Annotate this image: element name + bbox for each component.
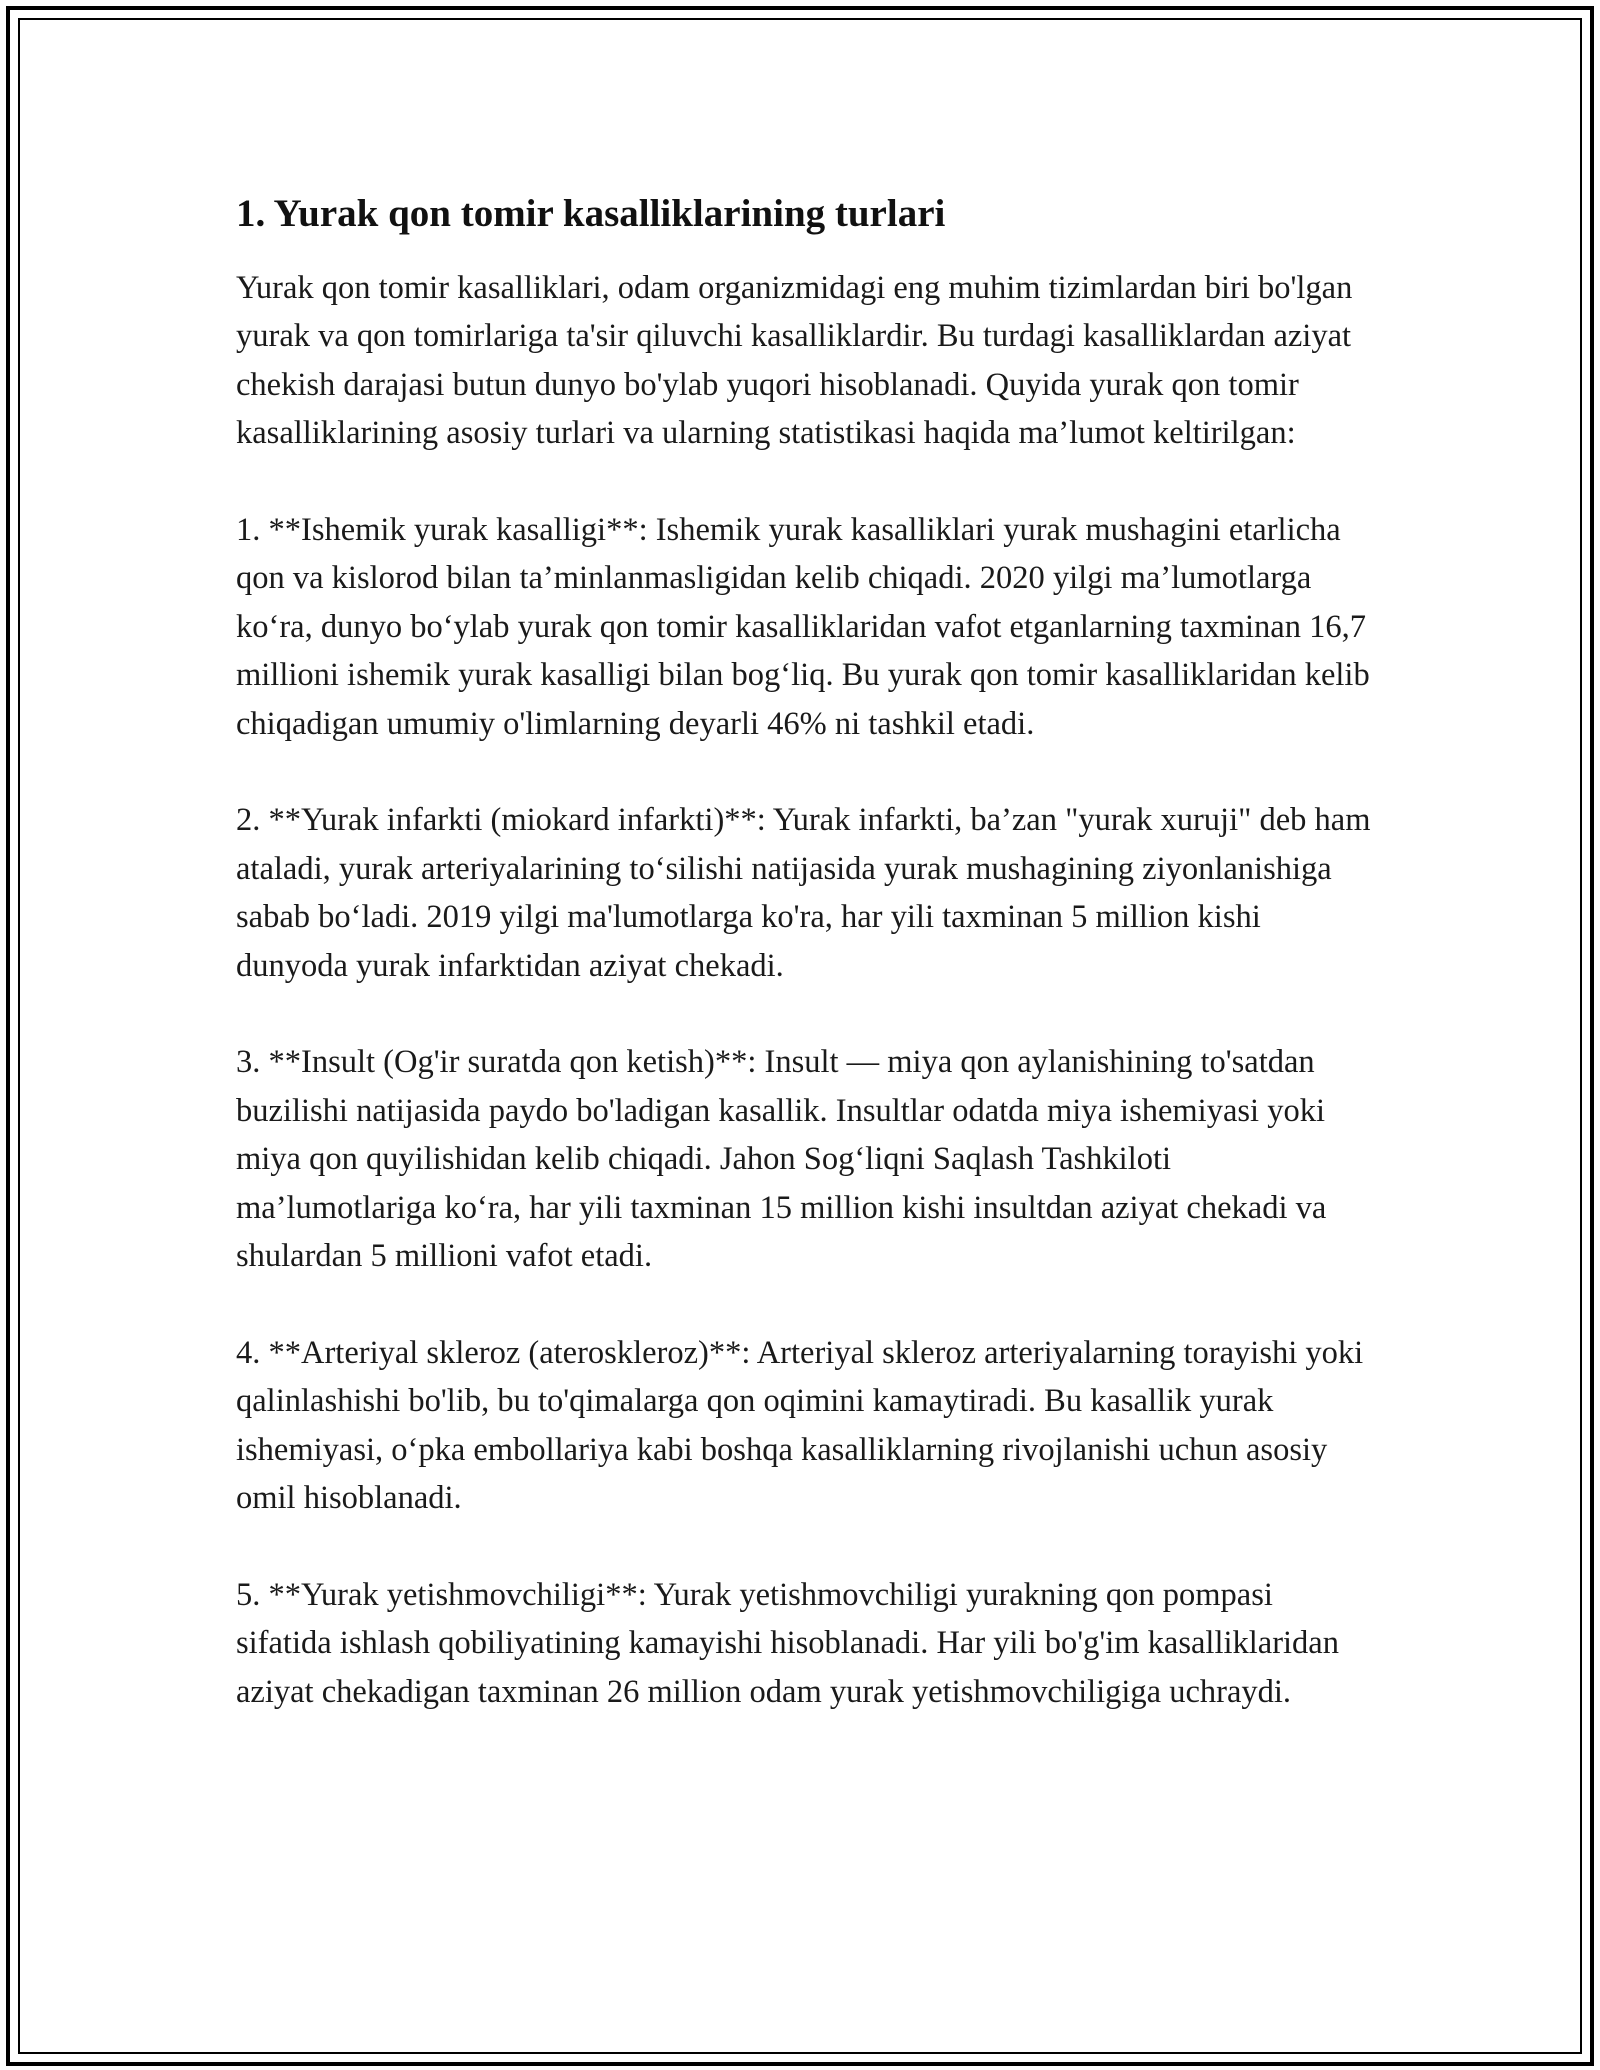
list-item-ischemic-heart-disease: 1. **Ishemik yurak kasalligi**: Ishemik yurak kasalliklari yurak mushagini etarlicha qon va kislorod bilan ta’minlanmasligidan kelib chiqadi. 2020 yilgi ma’lumotlarga ko‘ra, dunyo bo‘ylab yurak qon tomir kasalliklaridan vafot etganlarning taxminan 16,7 millioni ishemik yurak kasalligi bilan bog‘liq. Bu yurak qon tomir kasalliklaridan kelib chiqadigan umumiy o'limlarning deyarli 46% ni tashkil etadi. — [236, 512, 1370, 742]
list-item-myocardial-infarction: 2. **Yurak infarkti (miokard infarkti)**: Yurak infarkti, ba’zan "yurak xuruji" deb ham ataladi, yurak arteriyalarining to‘silishi natijasida yurak mushagining ziyonlanishiga sabab bo‘ladi. 2019 yilgi ma'lumotlarga ko'ra, har yili taxminan 5 million kishi dunyoda yurak infarktidan aziyat chekadi. — [236, 802, 1371, 984]
list-item-heart-failure: 5. **Yurak yetishmovchiligi**: Yurak yetishmovchiligi yurakning qon pompasi sifatida ishlash qobiliyatining kamayishi hisoblanadi. Har yili bo'g'im kasalliklaridan aziyat chekadigan taxminan 26 million odam yurak yetishmovchiligiga uchraydi. — [236, 1576, 1339, 1710]
list-item-stroke: 3. **Insult (Og'ir suratda qon ketish)**: Insult — miya qon aylanishining to'satdan buzilishi natijasida paydo bo'ladigan kasallik. Insultlar odatda miya ishemiyasi yoki miya qon quyilishidan kelib chiqadi. Jahon Sog‘liqni Saqlash Tashkiloti ma’lumotlariga ko‘ra, har yili taxminan 15 million kishi insultdan aziyat chekadi va shulardan 5 millioni vafot etadi. — [236, 1044, 1327, 1275]
document-body — [236, 186, 1376, 1716]
list-item-atherosclerosis: 4. **Arteriyal skleroz (ateroskleroz)**: Arteriyal skleroz arteriyalarning torayishi yoki qalinlashishi bo'lib, bu to'qimalarga qon oqimini kamaytiradi. Bu kasallik yurak ishemiyasi, o‘pka embollariya kabi boshqa kasalliklarning rivojlanishi uchun asosiy omil hisoblanadi. — [236, 1334, 1364, 1517]
intro-paragraph: Yurak qon tomir kasalliklari, odam organizmidagi eng muhim tizimlardan biri bo'lgan yurak va qon tomirlariga ta'sir qiluvchi kasalliklardir. Bu turdagi kasalliklardan aziyat chekish darajasi butun dunyo bo'ylab yuqori hisoblanadi. Quyida yurak qon tomir kasalliklarining asosiy turlari va ularning statistikasi haqida ma’lumot keltirilgan: — [236, 270, 1353, 452]
section-heading: 1. Yurak qon tomir kasalliklarining turlari — [236, 192, 946, 235]
